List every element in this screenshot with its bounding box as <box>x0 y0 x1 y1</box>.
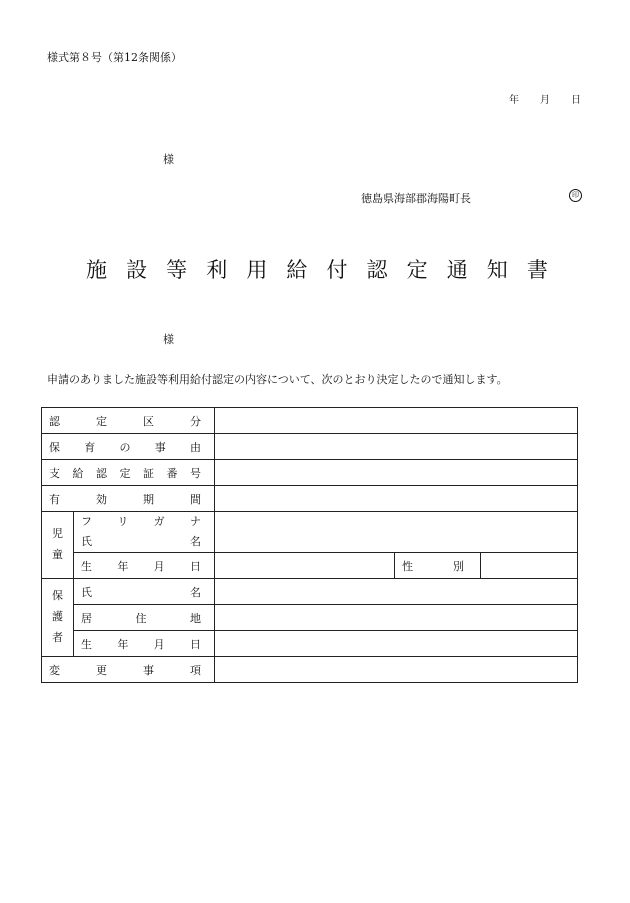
value-shikyu-bango[interactable] <box>215 460 578 486</box>
value-nintei-kubun[interactable] <box>215 408 578 434</box>
label-seinengappi-guardian: 生 年 月 日 <box>74 631 215 657</box>
label-nintei-kubun <box>42 408 215 434</box>
label-shimei-guardian: 氏 名 <box>74 579 215 605</box>
group-label-hogosha <box>42 579 74 657</box>
date-day: 日 <box>571 95 581 106</box>
group-char: 児 <box>52 527 63 541</box>
label-furigana: フ リ ガ ナ <box>81 515 201 528</box>
value-hoiku-jiyu[interactable] <box>215 434 578 460</box>
label-char: 由 <box>190 440 201 454</box>
label-char: 認 <box>49 414 60 428</box>
label-char: 有 <box>49 492 60 506</box>
label-char: 間 <box>190 492 201 506</box>
addressee-suffix-top: 様 <box>163 153 174 166</box>
title-char: 等 <box>166 258 188 282</box>
label-seinengappi-child: 生 年 月 日 <box>74 553 215 579</box>
group-char: 護 <box>52 610 63 624</box>
label-henko-jiko: 変 更 事 項 <box>42 657 215 683</box>
label-char: 効 <box>96 492 107 506</box>
row-hogosha-birth <box>42 631 578 657</box>
label-char: 定 <box>119 466 131 480</box>
issuer-name: 徳島県海部郡海陽町長 <box>361 192 471 205</box>
title-char: 知 <box>486 258 508 282</box>
row-hogosha-name <box>42 579 578 605</box>
row-henko-jiko <box>42 657 578 683</box>
group-char: 保 <box>52 589 63 603</box>
value-yuko-kikan[interactable] <box>215 486 578 512</box>
title-char: 通 <box>446 258 468 282</box>
label-char: 区 <box>143 414 154 428</box>
label-char: 事 <box>154 440 166 454</box>
date-line <box>505 91 581 106</box>
label-char: 認 <box>96 466 107 480</box>
title-char: 利 <box>206 258 228 282</box>
form-number: 様式第８号（第12条関係） <box>47 51 182 64</box>
title-char: 付 <box>326 258 348 282</box>
label-hoiku-jiyu <box>42 434 215 460</box>
label-char: 給 <box>72 466 84 480</box>
title-char: 設 <box>126 258 148 282</box>
label-char: 号 <box>190 466 201 480</box>
label-kyojuchi: 居 住 地 <box>74 605 215 631</box>
certification-table <box>41 407 578 683</box>
label-char: 番 <box>166 466 178 480</box>
title-char: 施 <box>86 258 107 282</box>
title-char: 認 <box>366 258 388 282</box>
group-char: 者 <box>52 630 63 644</box>
row-yuko-kikan <box>42 486 578 512</box>
label-char: の <box>119 440 131 454</box>
seal-mark: 印 <box>569 189 582 202</box>
title-char: 給 <box>286 258 308 282</box>
date-year: 年 <box>509 95 519 106</box>
row-hoiku-jiyu <box>42 434 578 460</box>
value-guardian-name[interactable] <box>215 579 578 605</box>
label-char: 期 <box>143 492 154 506</box>
row-jido-name <box>42 512 578 553</box>
group-label-jido <box>42 512 74 579</box>
label-char: 支 <box>49 466 60 480</box>
label-char: 分 <box>190 414 201 428</box>
value-guardian-address[interactable] <box>215 605 578 631</box>
label-shikyu-bango <box>42 460 215 486</box>
title-char: 書 <box>526 258 548 282</box>
group-char: 童 <box>52 548 63 561</box>
label-yuko-kikan <box>42 486 215 512</box>
row-shikyu-bango <box>42 460 578 486</box>
label-shimei-child: 氏 名 <box>81 535 201 548</box>
row-nintei-kubun <box>42 408 578 434</box>
title-char: 定 <box>406 258 428 282</box>
addressee-suffix: 様 <box>163 333 174 346</box>
label-furigana-shimei <box>74 512 215 553</box>
value-child-name[interactable] <box>215 512 578 553</box>
document-title <box>86 254 548 284</box>
value-child-sex[interactable] <box>481 553 578 579</box>
date-month: 月 <box>540 95 550 106</box>
value-child-birthdate[interactable] <box>215 553 395 579</box>
row-hogosha-address <box>42 605 578 631</box>
label-char: 育 <box>84 440 96 454</box>
label-char: 証 <box>143 466 154 480</box>
value-guardian-birthdate[interactable] <box>215 631 578 657</box>
row-jido-birth <box>42 553 578 579</box>
title-char: 用 <box>246 258 268 282</box>
label-char: 保 <box>49 440 60 454</box>
value-henko-jiko[interactable] <box>215 657 578 683</box>
intro-text: 申請のありました施設等利用給付認定の内容について、次のとおり決定したので通知します。 <box>47 373 508 386</box>
label-char: 定 <box>96 414 107 428</box>
label-seibetsu: 性 別 <box>395 553 481 579</box>
